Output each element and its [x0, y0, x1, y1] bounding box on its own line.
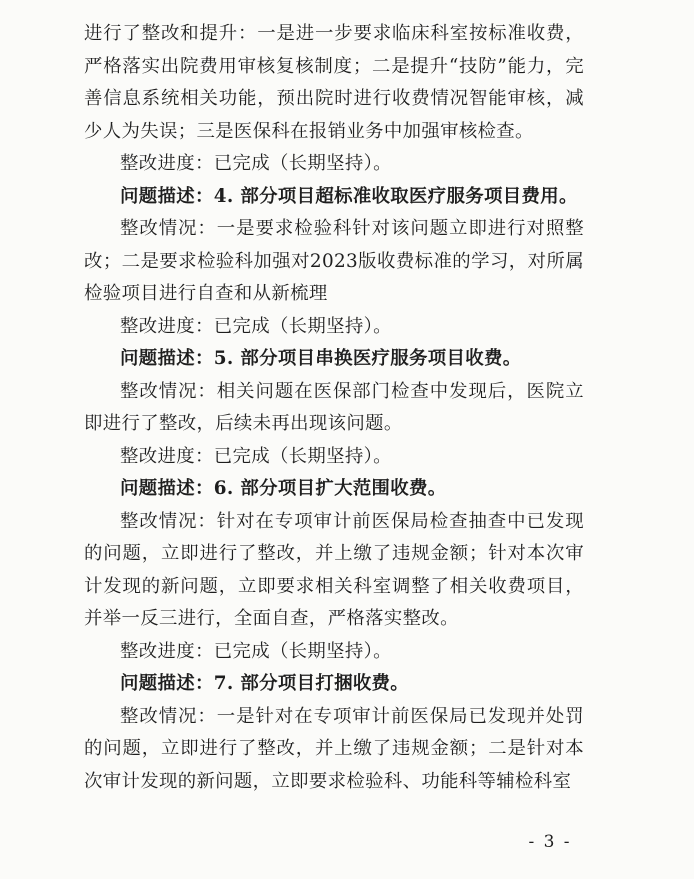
progress-text: 已完成（长期坚持）。 [213, 640, 392, 662]
opening-line: 进行了整改和提升：一是进一步要求临床科室按标准收费， [84, 23, 584, 44]
opening-line: 减少人为失误；三是医保科在报销业务中加强审核检查。 [84, 88, 584, 142]
issue-text: 6. 部分项目扩大范围收费。 [213, 478, 447, 499]
progress-paragraph [84, 311, 584, 344]
progress-text: 已完成（长期坚持）。 [213, 153, 392, 174]
issue-heading [84, 668, 584, 701]
progress-text: 已完成（长期坚持）。 [213, 315, 392, 337]
situation-text: 针对在专项审计前医保局检查抽查中已发现的问题，立即进行了整改，并上缴了违规金额；针对本次审计发现的新问题，立即要求相关科室调整了相关收费项目，并举一反三进行，全面自查，严格落实整改。 [84, 510, 584, 629]
situation-paragraph [84, 376, 584, 441]
progress-label: 整改进度： [120, 315, 214, 337]
issue-label: 问题描述： [120, 673, 214, 694]
issue-heading [84, 343, 584, 376]
issue-label: 问题描述： [120, 348, 214, 369]
progress-text: 已完成（长期坚持）。 [213, 445, 392, 467]
situation-paragraph [84, 701, 584, 799]
progress-label: 整改进度： [120, 640, 214, 662]
progress-paragraph [84, 441, 584, 474]
progress-label: 整改进度： [120, 445, 214, 467]
issue-text: 7. 部分项目打捆收费。 [213, 673, 410, 694]
issue-text: 5. 部分项目串换医疗服务项目收费。 [213, 348, 522, 369]
situation-label: 整改情况： [120, 510, 217, 532]
issue-label: 问题描述： [120, 478, 214, 499]
progress-paragraph [84, 636, 584, 669]
opening-line: 完善信息系统相关功能，预出院时进行收费情况智能审核， [84, 55, 584, 109]
progress-paragraph [84, 148, 584, 181]
document-body [84, 18, 584, 798]
issue-label: 问题描述： [120, 185, 214, 207]
situation-text: 相关问题在医保部门检查中发现后，医院立即进行了整改，后续未再出现该问题。 [84, 380, 584, 434]
situation-label: 整改情况： [120, 380, 217, 402]
page-number: - 3 - [528, 832, 572, 852]
progress-label: 整改进度： [120, 153, 214, 174]
issue-text: 4. 部分项目超标准收取医疗服务项目费用。 [213, 185, 578, 207]
situation-paragraph [84, 506, 584, 636]
situation-label: 整改情况： [120, 218, 217, 239]
issue-heading [84, 181, 584, 214]
opening-paragraph [84, 18, 584, 148]
opening-line: 严格落实出院费用审核复核制度；二是提升“技防”能力， [84, 55, 566, 77]
situation-text: 一是针对在专项审计前医保局已发现并处罚的问题，立即进行了整改，并上缴了违规金额；二是针对本次审计发现的新问题，立即要求检验科、功能科等辅检科室 [84, 705, 584, 792]
issue-heading [84, 473, 584, 506]
situation-label: 整改情况： [120, 705, 217, 727]
situation-text: 一是要求检验科针对该问题立即进行对照整改；二是要求检验科加强对2023版收费标准的学习，对所属检验项目进行自查和从新梳理 [84, 218, 584, 304]
situation-paragraph [84, 213, 584, 311]
